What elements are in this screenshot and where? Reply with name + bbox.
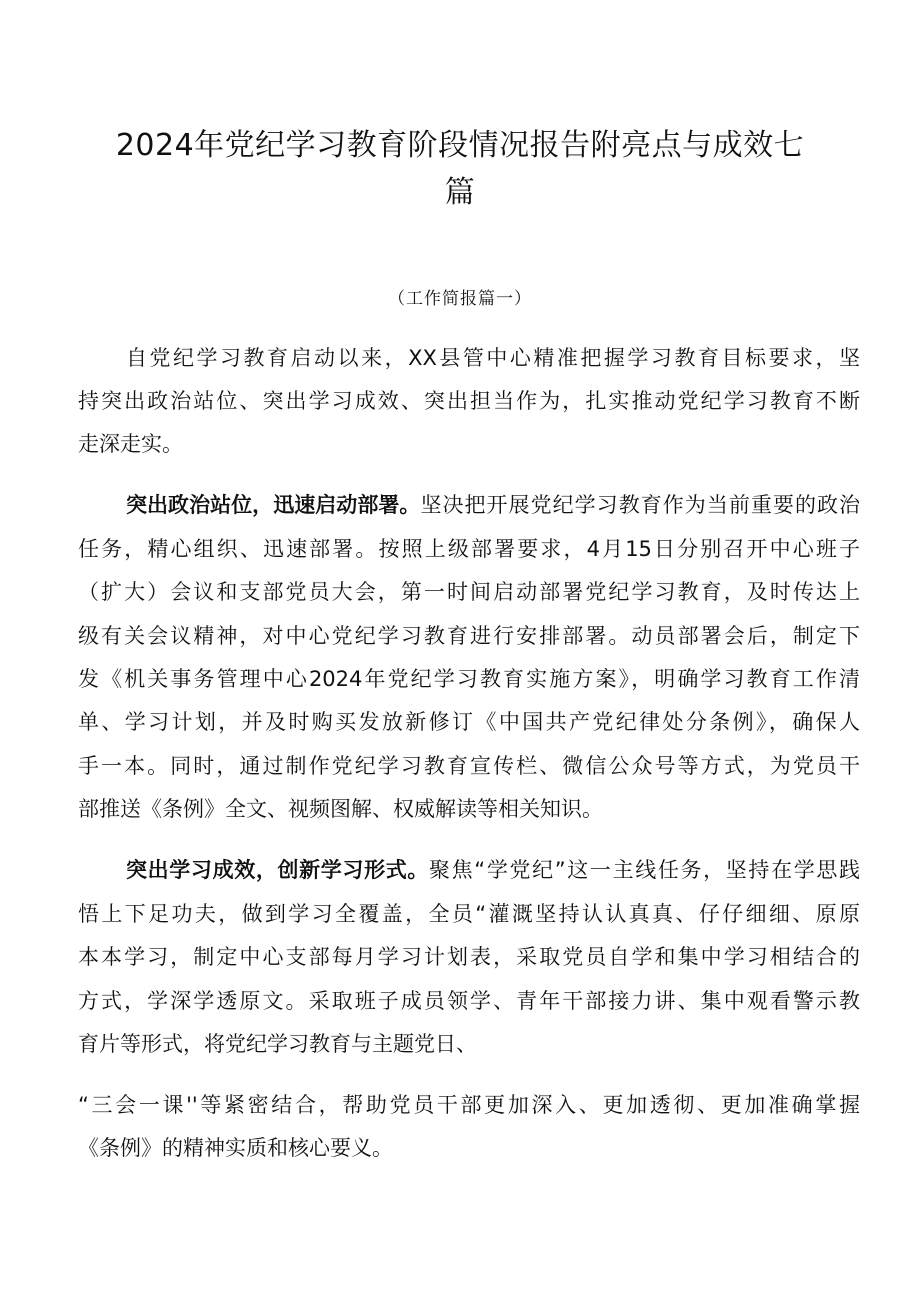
document-title-line-1: 2024年党纪学习教育阶段情况报告附亮点与成效七 — [115, 128, 805, 163]
paragraph-2-line-4: 级有关会议精神，对中心党纪学习教育进行安排部署。动员部署会后，制定下 — [78, 624, 860, 648]
paragraph-2-line-2: 任务，精心组织、迅速部署。按照上级部署要求，4月15日分别召开中心班子 — [78, 537, 860, 561]
paragraph-2-line-7: 手一本。同时，通过制作党纪学习教育宣传栏、微信公众号等方式，为党员干 — [78, 754, 860, 778]
paragraph-2-line-3: （扩大）会议和支部党员大会，第一时间启动部署党纪学习教育，及时传达上 — [78, 580, 860, 604]
paragraph-2-line-6: 单、学习计划，并及时购买发放新修订《中国共产党纪律处分条例》，确保人 — [78, 710, 860, 734]
paragraph-3-line-2: 悟上下足功夫，做到学习全覆盖，全员“灌溉坚持认认真真、仔仔细细、原原 — [78, 902, 860, 926]
paragraph-3-heading: 突出学习成效，创新学习形式。 — [126, 858, 430, 882]
paragraph-4-line-2: 《条例》的精神实质和核心要义。 — [78, 1136, 393, 1160]
paragraph-3-line-4: 方式，学深学透原文。采取班子成员领学、青年干部接力讲、集中观看警示教 — [78, 989, 860, 1013]
paragraph-3-line-3: 本本学习，制定中心支部每月学习计划表，采取党员自学和集中学习相结合的 — [78, 945, 860, 969]
paragraph-1-line-3: 走深走实。 — [78, 432, 183, 456]
paragraph-4-line-1: “三会一课''等紧密结合，帮助党员干部更加深入、更加透彻、更加准确掌握 — [78, 1093, 860, 1117]
paragraph-1-line-1: 自党纪学习教育启动以来，XX县管中心精准把握学习教育目标要求，坚 — [126, 346, 860, 370]
paragraph-3-line-1 — [126, 855, 860, 885]
paragraph-3-line-5: 育片等形式，将党纪学习教育与主题党日、 — [78, 1032, 477, 1056]
document-title-line-2: 篇 — [444, 175, 476, 210]
paragraph-2-heading: 突出政治站位，迅速启动部署。 — [126, 493, 421, 517]
paragraph-2-line-1-text: 坚决把开展党纪学习教育作为当前重要的政治 — [420, 493, 860, 517]
paragraph-2-line-1 — [126, 490, 860, 520]
paragraph-1-line-2: 持突出政治站位、突出学习成效、突出担当作为，扎实推动党纪学习教育不断 — [78, 389, 860, 413]
document-subtitle: （工作简报篇一） — [388, 289, 532, 309]
paragraph-2-line-8: 部推送《条例》全文、视频图解、权威解读等相关知识。 — [78, 797, 603, 821]
paragraph-3-line-1-text: 聚焦“学党纪”这一主线任务，坚持在学思践 — [429, 858, 860, 882]
paragraph-2-line-5: 发《机关事务管理中心2024年党纪学习教育实施方案》，明确学习教育工作清 — [78, 667, 860, 691]
